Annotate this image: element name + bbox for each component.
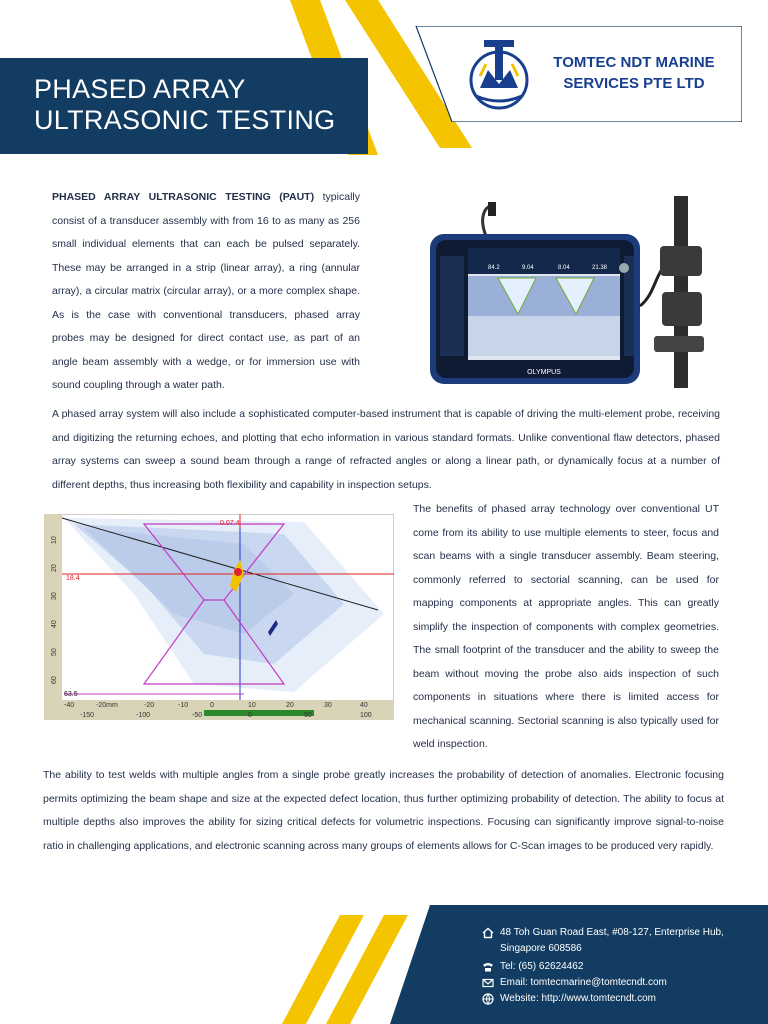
svg-text:-100: -100 xyxy=(136,712,151,719)
device-value-3: 8.04 xyxy=(558,265,570,271)
svg-text:-40: -40 xyxy=(64,702,75,709)
mail-icon xyxy=(482,977,494,989)
svg-text:0: 0 xyxy=(248,712,252,719)
sectorial-scan-image xyxy=(44,514,394,720)
company-name: TOMTEC NDT MARINE SERVICES PTE LTD xyxy=(553,54,715,92)
device-value-2: 9.04 xyxy=(522,265,534,271)
benefits-paragraph: The benefits of phased array technology over conventional UT come from its ability to use multiple elements to steer, focus and scan beams with a single transducer assembly. Beam steering, commonly referred to sectorial scanning, can be used for mapping components at appropriate angles. This can greatly simplify the inspection of components with complex geometries. The small footprint of the transducer and the ability to sweep the beam without moving the probe also aids inspection of such components in situations where there is limited access for mechanical scanning. Sectorial scanning is also typically used for weld inspection. xyxy=(413,503,719,750)
scan-bottom-left: 63.5 xyxy=(64,691,78,698)
svg-text:-20mm: -20mm xyxy=(96,702,118,709)
page-title: PHASED ARRAY ULTRASONIC TESTING xyxy=(34,74,336,135)
svg-text:50: 50 xyxy=(51,648,58,656)
svg-text:100: 100 xyxy=(360,712,372,719)
svg-text:40: 40 xyxy=(360,702,368,709)
footer-address: 48 Toh Guan Road East, #08-127, Enterprise Hub, Singapore 608586 xyxy=(482,925,752,957)
footer-email[interactable]: Email: tomtecmarine@tomtecndt.com xyxy=(482,975,752,991)
intro-lead: PHASED ARRAY ULTRASONIC TESTING (PAUT) xyxy=(52,191,315,203)
svg-text:30: 30 xyxy=(51,592,58,600)
device-brand: OLYMPUS xyxy=(527,369,561,376)
footer-tel: Tel: (65) 62624462 xyxy=(482,959,752,975)
svg-text:10: 10 xyxy=(248,702,256,709)
svg-text:0: 0 xyxy=(210,702,214,709)
home-icon xyxy=(482,927,494,939)
svg-text:10: 10 xyxy=(51,536,58,544)
intro-text: typically consist of a transducer assembly with from 16 to as many as 256 small individual elements that can each be pulsed separately. These may be arranged in a strip (linear array), a ring (annular array), a circular matrix (circular array), or a more complex shape. As is the case with conventional transducers, phased array probes may be designed for direct contact use, as part of an angle beam assembly with a wedge, or for immersion use with sound coupling through a water path. xyxy=(52,191,360,391)
phone-icon xyxy=(482,961,494,973)
svg-text:-50: -50 xyxy=(192,712,203,719)
svg-text:-10: -10 xyxy=(178,702,189,709)
scan-top-label: 0.07.4 xyxy=(220,520,240,527)
svg-text:50: 50 xyxy=(304,712,312,719)
svg-text:40: 40 xyxy=(51,620,58,628)
svg-text:-150: -150 xyxy=(80,712,95,719)
paut-device-image xyxy=(428,196,746,388)
welds-paragraph: The ability to test welds with multiple angles from a single probe greatly increases the probability of detection of anomalies. Electronic focusing permits optimizing the beam shape and size at the expected defect location, thus further optimizing probability of detection. The ability to focus at multiple depths also improves the ability for sizing critical defects for volumetric inspections. Focusing can significantly improve signal-to-noise ratio in challenging applications, and electronic scanning across many groups of elements allows for C-Scan images to be produced very rapidly. xyxy=(43,769,724,852)
globe-icon xyxy=(482,993,494,1005)
intro-paragraph xyxy=(52,186,360,398)
svg-text:20: 20 xyxy=(51,564,58,572)
svg-text:60: 60 xyxy=(51,676,58,684)
device-value-4: 21.38 xyxy=(592,265,608,271)
device-value-1: 84.2 xyxy=(488,265,500,271)
svg-text:-20: -20 xyxy=(144,702,155,709)
company-logo-icon xyxy=(466,36,532,116)
system-paragraph: A phased array system will also include a sophisticated computer-based instrument that is capable of driving the multi-element probe, receiving and digitizing the returning echoes, and plotting that echo information in various standard formats. Unlike conventional flaw detectors, phased array systems can sweep a sound beam through a range of refracted angles or along a linear path, or dynamically focus at a number of different depths, thus increasing both flexibility and capability in inspection setups. xyxy=(52,408,720,491)
svg-text:30: 30 xyxy=(324,702,332,709)
footer-website[interactable]: Website: http://www.tomtecndt.com xyxy=(482,991,752,1007)
svg-text:20: 20 xyxy=(286,702,294,709)
scan-left-marker: 18.4 xyxy=(66,575,80,582)
